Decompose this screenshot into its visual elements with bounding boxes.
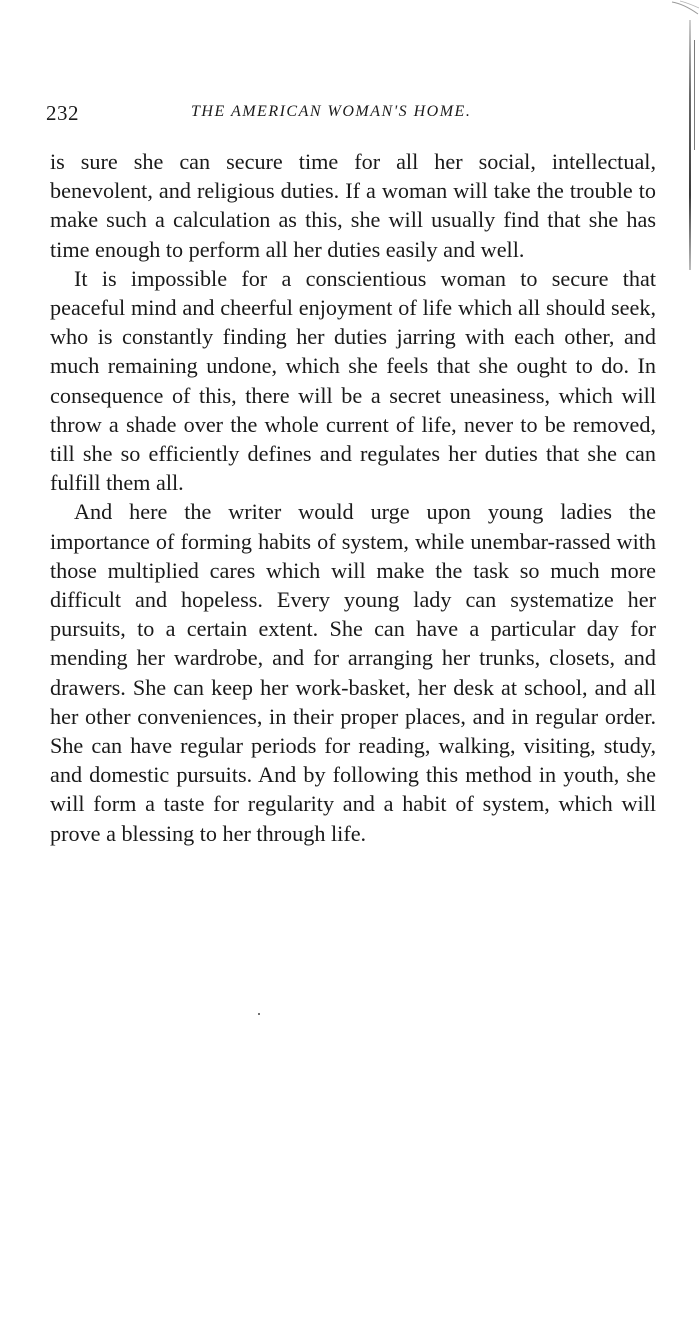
page-corner-smudge <box>670 0 700 30</box>
page-gutter-edge <box>689 20 691 270</box>
paragraph-conscientious-woman: It is impossible for a conscientious woman to secure that peaceful mind and cheerful enjoyment of life which all should seek, who is constantly finding her duties jarring with each other, and much remaining undone, which she feels that she ought to do. In consequence of this, there will be a secret uneasiness, which will throw a shade over the whole current of life, never to be removed, till she so efficiently defines and regulates her duties that she can fulfill them all. <box>50 265 656 496</box>
page-gutter-edge-secondary <box>694 40 695 150</box>
page-number: 232 <box>46 101 79 125</box>
ink-speck <box>258 1013 260 1015</box>
paragraph-continuation: is sure she can secure time for all her social, intellectual, benevolent, and religious duties. If a woman will take the trouble to make such a calculation as this, she will usually find that she has time enough to perform all her duties easily and well. <box>50 149 656 262</box>
page-header <box>46 101 666 131</box>
running-title: THE AMERICAN WOMAN'S HOME. <box>191 103 472 120</box>
paragraph-young-ladies: And here the writer would urge upon young ladies the importance of forming habits of system, while unembar-rassed with those multiplied cares which will make the task so much more difficult and hopeless. Every young lady can systematize her pursuits, to a certain extent. She can have a particular day for mending her wardrobe, and for arranging her trunks, closets, and drawers. She can keep her work-basket, her desk at school, and all her other conveniences, in their proper places, and in regular order. She can have regular periods for reading, walking, visiting, study, and domestic pursuits. And by following this method in youth, she will form a taste for regularity and a habit of system, which will prove a blessing to her through life. <box>50 499 656 846</box>
body-text <box>50 147 656 848</box>
